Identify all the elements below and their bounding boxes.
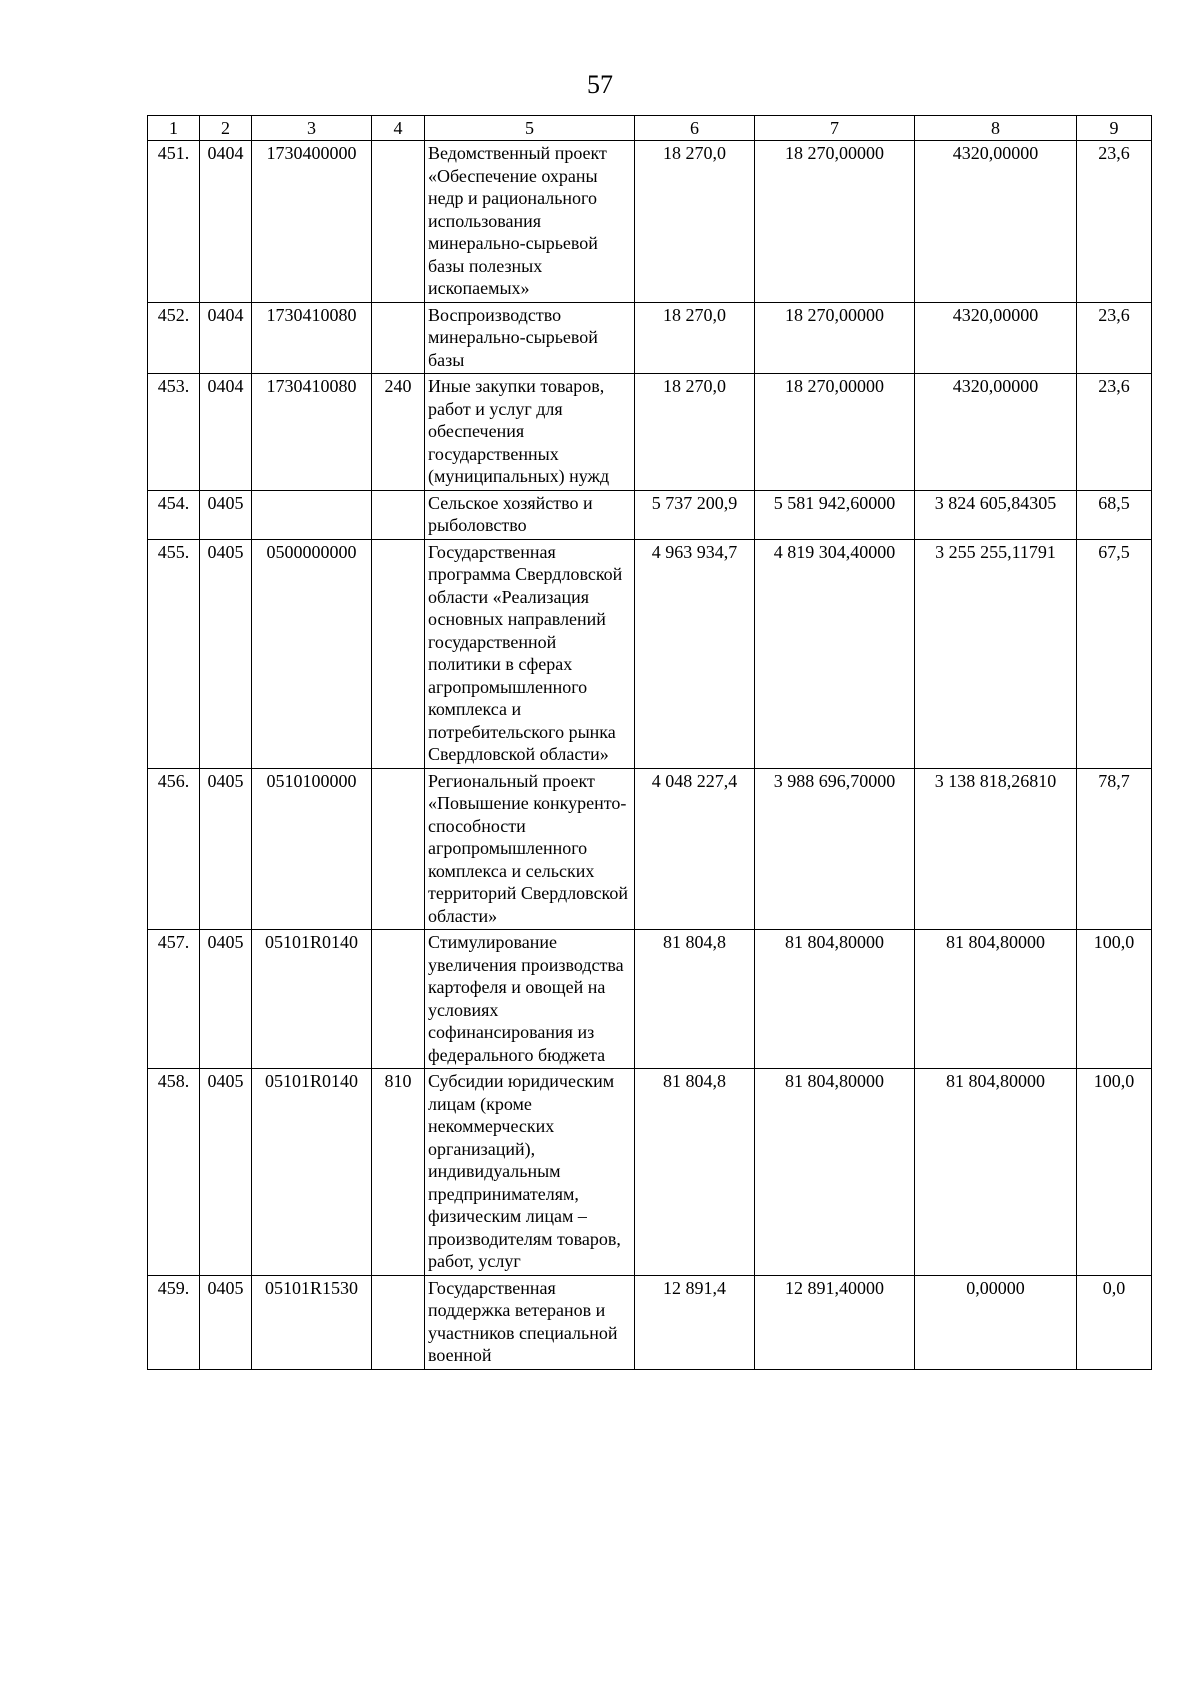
cell-row-number: 455. — [148, 539, 200, 768]
cell-col-6: 18 270,0 — [635, 141, 755, 303]
cell-col-7: 81 804,80000 — [755, 930, 915, 1069]
cell-col-7: 4 819 304,40000 — [755, 539, 915, 768]
cell-row-number: 452. — [148, 302, 200, 374]
cell-col-7: 5 581 942,60000 — [755, 490, 915, 539]
cell-name: Государственная программа Свердловской области «Реализация основных направлений государственной политики в сферах агропромышленного комплекса и потребительского рынка Свердловской области» — [425, 539, 635, 768]
header-col-6: 6 — [635, 116, 755, 141]
cell-section-code: 0404 — [200, 141, 252, 303]
header-col-5: 5 — [425, 116, 635, 141]
cell-section-code: 0405 — [200, 930, 252, 1069]
cell-col-8: 4320,00000 — [915, 374, 1077, 491]
cell-expense-type — [372, 141, 425, 303]
cell-col-9: 23,6 — [1077, 374, 1152, 491]
cell-section-code: 0405 — [200, 539, 252, 768]
cell-expense-type — [372, 490, 425, 539]
cell-expense-type — [372, 539, 425, 768]
cell-row-number: 453. — [148, 374, 200, 491]
cell-name: Иные закупки товаров, работ и услуг для обеспечения государственных (муниципальных) нужд — [425, 374, 635, 491]
cell-col-9: 23,6 — [1077, 141, 1152, 303]
cell-row-number: 456. — [148, 768, 200, 930]
cell-target-code: 05101R1530 — [252, 1275, 372, 1369]
cell-section-code: 0404 — [200, 302, 252, 374]
cell-col-7: 12 891,40000 — [755, 1275, 915, 1369]
cell-col-6: 12 891,4 — [635, 1275, 755, 1369]
cell-target-code — [252, 490, 372, 539]
table-header — [148, 116, 1152, 141]
cell-col-6: 4 048 227,4 — [635, 768, 755, 930]
cell-target-code: 0510100000 — [252, 768, 372, 930]
cell-target-code: 1730410080 — [252, 374, 372, 491]
cell-target-code: 05101R0140 — [252, 930, 372, 1069]
header-col-1: 1 — [148, 116, 200, 141]
table-row — [148, 374, 1152, 491]
cell-name: Региональный проект «Повышение конкуренто-способности агропромышленного комплекса и сельских территорий Свердловской области» — [425, 768, 635, 930]
cell-col-7: 81 804,80000 — [755, 1069, 915, 1276]
header-col-9: 9 — [1077, 116, 1152, 141]
cell-expense-type — [372, 768, 425, 930]
cell-col-9: 67,5 — [1077, 539, 1152, 768]
cell-col-8: 3 138 818,26810 — [915, 768, 1077, 930]
table-row — [148, 1275, 1152, 1369]
cell-target-code: 1730410080 — [252, 302, 372, 374]
table-row — [148, 930, 1152, 1069]
table-body — [148, 141, 1152, 1370]
cell-col-8: 4320,00000 — [915, 302, 1077, 374]
cell-col-7: 18 270,00000 — [755, 141, 915, 303]
cell-target-code: 05101R0140 — [252, 1069, 372, 1276]
header-col-2: 2 — [200, 116, 252, 141]
header-row — [148, 116, 1152, 141]
table-row — [148, 302, 1152, 374]
cell-expense-type: 810 — [372, 1069, 425, 1276]
cell-section-code: 0405 — [200, 490, 252, 539]
table-row — [148, 1069, 1152, 1276]
cell-col-7: 3 988 696,70000 — [755, 768, 915, 930]
header-col-3: 3 — [252, 116, 372, 141]
cell-col-8: 81 804,80000 — [915, 1069, 1077, 1276]
cell-col-8: 3 255 255,11791 — [915, 539, 1077, 768]
cell-col-6: 81 804,8 — [635, 1069, 755, 1276]
cell-row-number: 451. — [148, 141, 200, 303]
cell-name: Стимулирование увеличения производства картофеля и овощей на условиях софинансирования из федерального бюджета — [425, 930, 635, 1069]
cell-col-6: 5 737 200,9 — [635, 490, 755, 539]
cell-col-6: 4 963 934,7 — [635, 539, 755, 768]
cell-col-6: 18 270,0 — [635, 374, 755, 491]
cell-col-8: 3 824 605,84305 — [915, 490, 1077, 539]
cell-target-code: 1730400000 — [252, 141, 372, 303]
cell-section-code: 0405 — [200, 1069, 252, 1276]
cell-expense-type — [372, 1275, 425, 1369]
table-row — [148, 768, 1152, 930]
cell-col-6: 18 270,0 — [635, 302, 755, 374]
cell-expense-type — [372, 302, 425, 374]
cell-row-number: 459. — [148, 1275, 200, 1369]
cell-section-code: 0404 — [200, 374, 252, 491]
cell-row-number: 458. — [148, 1069, 200, 1276]
header-col-8: 8 — [915, 116, 1077, 141]
cell-expense-type — [372, 930, 425, 1069]
cell-name: Государственная поддержка ветеранов и участников специальной военной — [425, 1275, 635, 1369]
table-row — [148, 490, 1152, 539]
cell-name: Ведомственный проект «Обеспечение охраны недр и рационального использования минерально-сырьевой базы полезных ископаемых» — [425, 141, 635, 303]
cell-col-9: 100,0 — [1077, 930, 1152, 1069]
cell-col-9: 68,5 — [1077, 490, 1152, 539]
cell-col-7: 18 270,00000 — [755, 302, 915, 374]
cell-name: Воспроизводство минерально-сырьевой базы — [425, 302, 635, 374]
header-col-7: 7 — [755, 116, 915, 141]
cell-col-9: 100,0 — [1077, 1069, 1152, 1276]
cell-section-code: 0405 — [200, 1275, 252, 1369]
cell-col-6: 81 804,8 — [635, 930, 755, 1069]
cell-col-9: 23,6 — [1077, 302, 1152, 374]
cell-name: Субсидии юридическим лицам (кроме некоммерческих организаций), индивидуальным предпринимателям, физическим лицам – производителям товаров, работ, услуг — [425, 1069, 635, 1276]
cell-section-code: 0405 — [200, 768, 252, 930]
budget-table — [147, 115, 1152, 1370]
cell-row-number: 454. — [148, 490, 200, 539]
cell-col-9: 0,0 — [1077, 1275, 1152, 1369]
cell-col-9: 78,7 — [1077, 768, 1152, 930]
table-row — [148, 539, 1152, 768]
cell-col-8: 4320,00000 — [915, 141, 1077, 303]
cell-col-8: 0,00000 — [915, 1275, 1077, 1369]
cell-expense-type: 240 — [372, 374, 425, 491]
table-row — [148, 141, 1152, 303]
header-col-4: 4 — [372, 116, 425, 141]
cell-col-7: 18 270,00000 — [755, 374, 915, 491]
cell-col-8: 81 804,80000 — [915, 930, 1077, 1069]
page-number: 57 — [587, 70, 613, 99]
cell-name: Сельское хозяйство и рыболовство — [425, 490, 635, 539]
cell-row-number: 457. — [148, 930, 200, 1069]
cell-target-code: 0500000000 — [252, 539, 372, 768]
